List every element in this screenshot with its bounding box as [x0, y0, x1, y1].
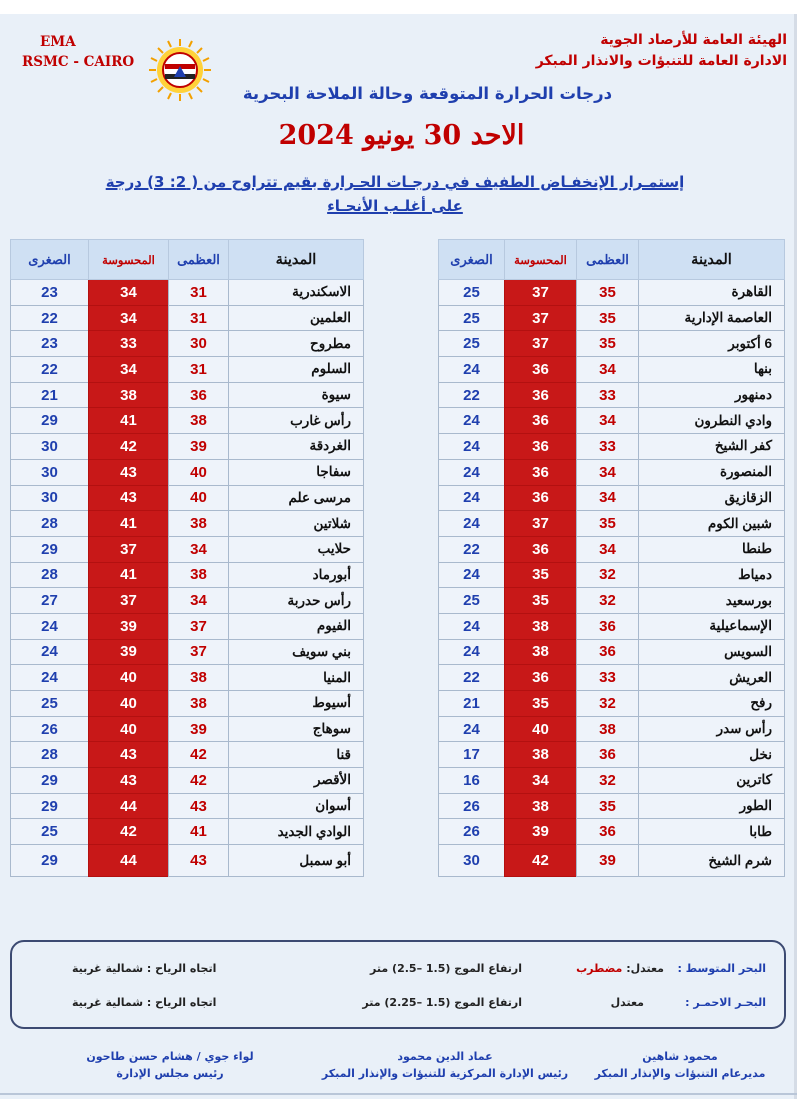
cell-max: 34 — [577, 459, 639, 485]
cell-max: 43 — [169, 845, 229, 877]
cell-max: 34 — [169, 536, 229, 562]
table-row — [439, 485, 785, 511]
cell-feels: 39 — [505, 819, 577, 845]
cell-city: العلمين — [229, 305, 364, 331]
temperature-table-left — [10, 239, 364, 877]
table-row — [439, 511, 785, 537]
cell-city: الوادي الجديد — [229, 819, 364, 845]
cell-feels: 35 — [505, 588, 577, 614]
column-header-feels: المحسوسة — [89, 240, 169, 280]
cell-city: أبو سمبل — [229, 845, 364, 877]
sea-state: معتدل — [610, 996, 644, 1009]
cell-feels: 37 — [505, 305, 577, 331]
table-row — [439, 588, 785, 614]
cell-city: المنيا — [229, 665, 364, 691]
cell-city: سفاجا — [229, 459, 364, 485]
cell-city: وادي النطرون — [639, 408, 785, 434]
cell-city: السلوم — [229, 357, 364, 383]
table-row — [439, 613, 785, 639]
cell-min: 29 — [11, 536, 89, 562]
cell-max: 36 — [577, 742, 639, 768]
cell-city: رأس حدربة — [229, 588, 364, 614]
cell-feels: 34 — [89, 357, 169, 383]
cell-feels: 37 — [89, 536, 169, 562]
cell-feels: 36 — [505, 357, 577, 383]
signature-role: رئيس مجلس الإدارة — [116, 1067, 224, 1080]
cell-max: 35 — [577, 511, 639, 537]
cell-feels: 36 — [505, 408, 577, 434]
cell-feels: 36 — [505, 459, 577, 485]
cell-min: 24 — [439, 613, 505, 639]
cell-city: شلاتين — [229, 511, 364, 537]
cell-max: 33 — [577, 665, 639, 691]
signature-3 — [70, 1048, 270, 1082]
sea-state-primary: معتدل: — [626, 962, 664, 975]
column-header-max: العظمى — [577, 240, 639, 280]
cell-max: 40 — [169, 459, 229, 485]
table-row — [439, 357, 785, 383]
cell-city: دمنهور — [639, 382, 785, 408]
cell-city: الغردقة — [229, 434, 364, 460]
table-row — [11, 331, 364, 357]
table-row — [439, 382, 785, 408]
cell-feels: 35 — [505, 691, 577, 717]
cell-min: 24 — [439, 639, 505, 665]
cell-min: 30 — [11, 434, 89, 460]
cell-min: 25 — [439, 280, 505, 306]
table-row — [439, 742, 785, 768]
column-header-min: الصغرى — [439, 240, 505, 280]
column-header-city: المدينة — [639, 240, 785, 280]
table-row — [439, 331, 785, 357]
cell-max: 33 — [577, 434, 639, 460]
cell-city: طابا — [639, 819, 785, 845]
table-row — [11, 793, 364, 819]
signature-role: مديرعام التنبؤات والإنذار المبكر — [594, 1067, 766, 1080]
cell-feels: 37 — [505, 331, 577, 357]
table-row — [439, 819, 785, 845]
table-row — [11, 845, 364, 877]
signature-name: لواء جوي / هشام حسن طاحون — [86, 1050, 254, 1063]
cell-max: 42 — [169, 768, 229, 794]
cell-feels: 41 — [89, 408, 169, 434]
table-row — [11, 305, 364, 331]
cell-max: 38 — [169, 511, 229, 537]
cell-feels: 34 — [89, 305, 169, 331]
cell-max: 38 — [577, 716, 639, 742]
cell-feels: 36 — [505, 485, 577, 511]
cell-max: 43 — [169, 793, 229, 819]
forecast-headline — [100, 170, 690, 218]
cell-max: 36 — [577, 819, 639, 845]
cell-feels: 43 — [89, 768, 169, 794]
sea-label: البحر المتوسط : — [677, 962, 766, 975]
table-row — [11, 639, 364, 665]
cell-max: 32 — [577, 691, 639, 717]
cell-max: 39 — [169, 434, 229, 460]
brand-line1: EMA — [40, 34, 76, 50]
cell-city: شبين الكوم — [639, 511, 785, 537]
cell-min: 28 — [11, 562, 89, 588]
cell-feels: 37 — [505, 511, 577, 537]
cell-max: 36 — [577, 613, 639, 639]
cell-max: 35 — [577, 331, 639, 357]
cell-feels: 36 — [505, 536, 577, 562]
cell-city: مرسى علم — [229, 485, 364, 511]
cell-min: 23 — [11, 280, 89, 306]
table-row — [439, 434, 785, 460]
cell-max: 31 — [169, 305, 229, 331]
bulletin-subtitle: درجات الحرارة المتوقعة وحالة الملاحة البحرية — [242, 84, 613, 103]
cell-max: 32 — [577, 588, 639, 614]
org-line2: الادارة العامة للتنبؤات والانذار المبكر — [535, 53, 787, 69]
cell-min: 22 — [439, 382, 505, 408]
cell-feels: 34 — [89, 280, 169, 306]
cell-feels: 33 — [89, 331, 169, 357]
cell-min: 25 — [11, 691, 89, 717]
cell-max: 41 — [169, 819, 229, 845]
cell-city: العاصمة الإدارية — [639, 305, 785, 331]
cell-min: 24 — [439, 434, 505, 460]
cell-min: 22 — [439, 536, 505, 562]
cell-max: 42 — [169, 742, 229, 768]
cell-min: 24 — [11, 665, 89, 691]
cell-city: كاترين — [639, 768, 785, 794]
cell-feels: 43 — [89, 459, 169, 485]
cell-city: رأس غارب — [229, 408, 364, 434]
table-row — [439, 305, 785, 331]
cell-city: أسوان — [229, 793, 364, 819]
cell-max: 33 — [577, 382, 639, 408]
cell-max: 36 — [577, 639, 639, 665]
cell-max: 35 — [577, 305, 639, 331]
cell-max: 34 — [577, 536, 639, 562]
cell-max: 37 — [169, 613, 229, 639]
cell-feels: 40 — [505, 716, 577, 742]
table-row — [11, 280, 364, 306]
column-header-feels: المحسوسة — [505, 240, 577, 280]
cell-min: 17 — [439, 742, 505, 768]
cell-min: 24 — [11, 639, 89, 665]
table-row — [439, 845, 785, 877]
table-row — [11, 613, 364, 639]
cell-feels: 39 — [89, 613, 169, 639]
sea-label: البحـر الاحمـر : — [685, 996, 766, 1009]
cell-min: 16 — [439, 768, 505, 794]
table-row — [11, 434, 364, 460]
cell-feels: 34 — [505, 768, 577, 794]
table-row — [439, 716, 785, 742]
cell-feels: 43 — [89, 485, 169, 511]
cell-max: 32 — [577, 768, 639, 794]
cell-city: السويس — [639, 639, 785, 665]
cell-max: 38 — [169, 665, 229, 691]
cell-feels: 36 — [505, 434, 577, 460]
cell-feels: 41 — [89, 511, 169, 537]
sea-row-mediterranean — [12, 962, 784, 982]
cell-feels: 42 — [505, 845, 577, 877]
cell-city: طنطا — [639, 536, 785, 562]
cell-max: 35 — [577, 280, 639, 306]
cell-city: بنها — [639, 357, 785, 383]
table-row — [11, 357, 364, 383]
cell-max: 39 — [577, 845, 639, 877]
signature-1 — [585, 1048, 775, 1082]
cell-feels: 38 — [505, 742, 577, 768]
cell-city: شرم الشيخ — [639, 845, 785, 877]
cell-city: حلايب — [229, 536, 364, 562]
cell-min: 24 — [11, 613, 89, 639]
cell-min: 29 — [11, 768, 89, 794]
wave-height: ارتفاع الموج (1.5 –2.25) متر — [362, 996, 522, 1009]
table-row — [11, 408, 364, 434]
cell-min: 24 — [439, 408, 505, 434]
table-row — [11, 768, 364, 794]
table-row — [439, 691, 785, 717]
wind-direction: اتجاه الرياح : شمالية غربية — [72, 996, 217, 1009]
wind-direction: اتجاه الرياح : شمالية غربية — [72, 962, 217, 975]
cell-min: 21 — [439, 691, 505, 717]
cell-max: 36 — [169, 382, 229, 408]
signature-2 — [300, 1048, 590, 1082]
cell-feels: 36 — [505, 382, 577, 408]
cell-max: 30 — [169, 331, 229, 357]
cell-max: 31 — [169, 357, 229, 383]
cell-city: نخل — [639, 742, 785, 768]
cell-min: 24 — [439, 562, 505, 588]
cell-feels: 40 — [89, 691, 169, 717]
table-row — [11, 665, 364, 691]
cell-min: 26 — [439, 819, 505, 845]
cell-max: 34 — [577, 485, 639, 511]
cell-city: الزقازيق — [639, 485, 785, 511]
cell-min: 25 — [439, 588, 505, 614]
cell-max: 34 — [577, 357, 639, 383]
cell-feels: 38 — [89, 382, 169, 408]
cell-feels: 40 — [89, 665, 169, 691]
cell-min: 25 — [439, 305, 505, 331]
cell-min: 30 — [11, 459, 89, 485]
cell-feels: 37 — [505, 280, 577, 306]
cell-city: بورسعيد — [639, 588, 785, 614]
cell-city: قنا — [229, 742, 364, 768]
temperature-table-right — [438, 239, 785, 877]
org-line1: الهيئة العامة للأرصاد الجوية — [600, 32, 787, 48]
cell-feels: 38 — [505, 613, 577, 639]
table-row — [11, 742, 364, 768]
cell-city: المنصورة — [639, 459, 785, 485]
cell-max: 38 — [169, 408, 229, 434]
table-row — [439, 793, 785, 819]
ema-brand — [22, 32, 134, 72]
cell-min: 29 — [11, 408, 89, 434]
table-row — [11, 562, 364, 588]
cell-min: 29 — [11, 845, 89, 877]
cell-min: 25 — [11, 819, 89, 845]
cell-feels: 44 — [89, 845, 169, 877]
brand-line2: RSMC - CAIRO — [22, 54, 135, 70]
cell-min: 23 — [11, 331, 89, 357]
table-row — [439, 280, 785, 306]
table-row — [11, 382, 364, 408]
column-header-max: العظمى — [169, 240, 229, 280]
table-row — [11, 459, 364, 485]
cell-city: الأقصر — [229, 768, 364, 794]
table-row — [11, 819, 364, 845]
cell-feels: 44 — [89, 793, 169, 819]
cell-min: 30 — [11, 485, 89, 511]
signature-name: عماد الدين محمود — [397, 1050, 493, 1063]
cell-feels: 42 — [89, 434, 169, 460]
table-row — [439, 562, 785, 588]
column-header-city: المدينة — [229, 240, 364, 280]
cell-max: 32 — [577, 562, 639, 588]
cell-min: 24 — [439, 511, 505, 537]
cell-max: 34 — [577, 408, 639, 434]
table-row — [439, 665, 785, 691]
cell-city: الطور — [639, 793, 785, 819]
cell-min: 26 — [11, 716, 89, 742]
wave-height: ارتفاع الموج (1.5 –2.5) متر — [370, 962, 522, 975]
cell-city: دمياط — [639, 562, 785, 588]
signature-role: رئيس الإدارة المركزية للتنبؤات والإنذار المبكر — [321, 1067, 569, 1080]
table-row — [11, 485, 364, 511]
cell-min: 24 — [439, 485, 505, 511]
cell-city: الإسماعيلية — [639, 613, 785, 639]
bulletin-date: الاحد 30 يونيو 2024 — [278, 120, 525, 151]
cell-min: 25 — [439, 331, 505, 357]
cell-feels: 41 — [89, 562, 169, 588]
table-row — [439, 408, 785, 434]
table-row — [439, 459, 785, 485]
cell-city: سوهاج — [229, 716, 364, 742]
cell-min: 24 — [439, 357, 505, 383]
cell-city: القاهرة — [639, 280, 785, 306]
cell-max: 38 — [169, 562, 229, 588]
cell-feels: 39 — [89, 639, 169, 665]
cell-city: أبورماد — [229, 562, 364, 588]
cell-city: أسيوط — [229, 691, 364, 717]
cell-feels: 38 — [505, 639, 577, 665]
table-row — [11, 511, 364, 537]
cell-min: 26 — [439, 793, 505, 819]
cell-min: 29 — [11, 793, 89, 819]
cell-feels: 35 — [505, 562, 577, 588]
cell-city: الاسكندرية — [229, 280, 364, 306]
cell-feels: 42 — [89, 819, 169, 845]
cell-max: 31 — [169, 280, 229, 306]
table-row — [439, 639, 785, 665]
headline-line2: على أغلـب الأنحـاء — [327, 197, 463, 215]
table-row — [11, 536, 364, 562]
cell-max: 35 — [577, 793, 639, 819]
cell-min: 22 — [439, 665, 505, 691]
cell-feels: 37 — [89, 588, 169, 614]
sea-state — [576, 962, 664, 975]
headline-line1: إستمـرار الإنخفـاض الطفيف في درجـات الحـرارة بقيم تتراوح من ( 2: 3) درجة — [105, 173, 685, 191]
cell-feels: 40 — [89, 716, 169, 742]
footer-divider — [0, 1093, 797, 1095]
cell-city: كفر الشيخ — [639, 434, 785, 460]
cell-min: 28 — [11, 511, 89, 537]
sea-state-secondary: مضطرب — [576, 962, 623, 975]
table-row — [11, 588, 364, 614]
sea-state-box — [10, 940, 786, 1029]
table-row — [439, 536, 785, 562]
cell-min: 30 — [439, 845, 505, 877]
table-row — [11, 691, 364, 717]
table-row — [439, 768, 785, 794]
cell-city: رأس سدر — [639, 716, 785, 742]
sea-row-red-sea — [12, 996, 784, 1016]
cell-max: 37 — [169, 639, 229, 665]
cell-feels: 36 — [505, 665, 577, 691]
cell-min: 24 — [439, 716, 505, 742]
table-row — [11, 716, 364, 742]
column-header-min: الصغرى — [11, 240, 89, 280]
cell-city: 6 أكتوبر — [639, 331, 785, 357]
signature-name: محمود شاهين — [642, 1050, 718, 1063]
cell-feels: 43 — [89, 742, 169, 768]
cell-city: العريش — [639, 665, 785, 691]
cell-min: 22 — [11, 357, 89, 383]
cell-max: 34 — [169, 588, 229, 614]
cell-min: 28 — [11, 742, 89, 768]
cell-min: 27 — [11, 588, 89, 614]
organization-name — [536, 30, 787, 72]
cell-feels: 38 — [505, 793, 577, 819]
cell-min: 24 — [439, 459, 505, 485]
cell-city: رفح — [639, 691, 785, 717]
cell-max: 39 — [169, 716, 229, 742]
cell-max: 38 — [169, 691, 229, 717]
cell-city: الفيوم — [229, 613, 364, 639]
cell-city: سيوة — [229, 382, 364, 408]
cell-min: 21 — [11, 382, 89, 408]
cell-city: مطروح — [229, 331, 364, 357]
cell-min: 22 — [11, 305, 89, 331]
cell-city: بني سويف — [229, 639, 364, 665]
cell-max: 40 — [169, 485, 229, 511]
